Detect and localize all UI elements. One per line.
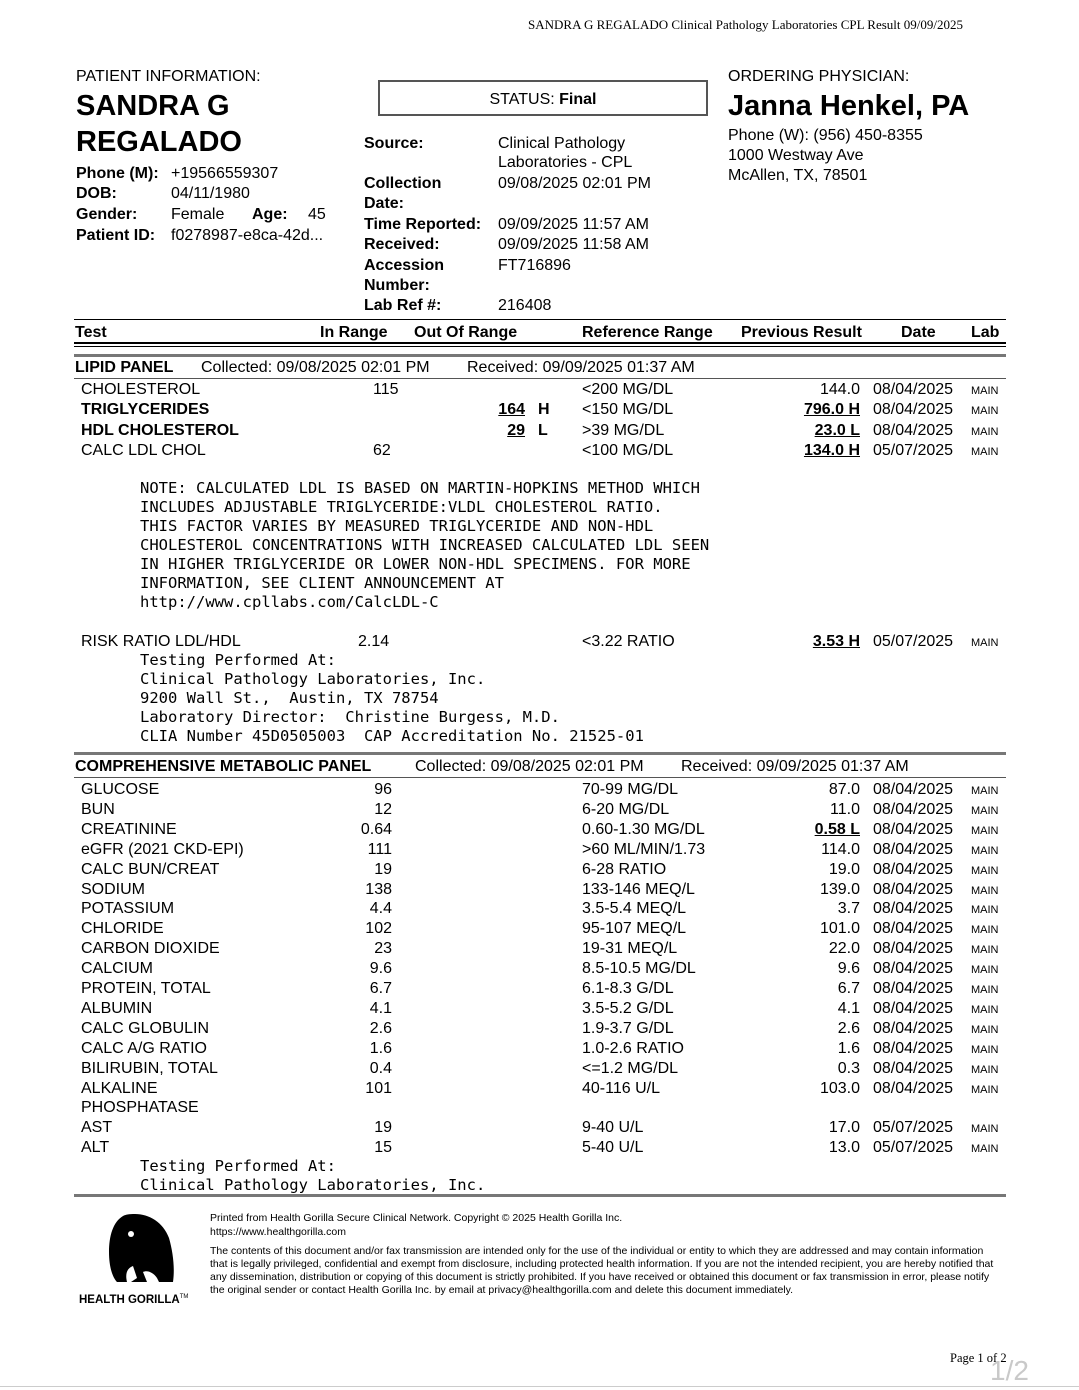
lipid-previous: 796.0 H bbox=[803, 401, 860, 419]
cmp-date: 08/04/2025 bbox=[873, 960, 954, 978]
cmp-date: 05/07/2025 bbox=[873, 1139, 954, 1157]
cmp-test-name: CREATININE bbox=[81, 820, 177, 838]
physician-phone: Phone (W): (956) 450-8355 bbox=[728, 127, 923, 144]
physician-name: Janna Henkel, PA bbox=[728, 90, 970, 122]
cmp-lab: MAIN bbox=[971, 785, 999, 797]
cmp-performed-at: Testing Performed At: Clinical Pathology Laboratories, Inc. bbox=[140, 1157, 486, 1194]
cmp-title: COMPREHENSIVE METABOLIC PANEL bbox=[75, 758, 372, 775]
lipid-test-name: HDL CHOLESTEROL bbox=[81, 421, 239, 439]
cmp-date: 08/04/2025 bbox=[873, 1059, 954, 1077]
accession-label-1: Accession bbox=[364, 257, 445, 274]
header-top-rule bbox=[74, 319, 1006, 320]
lipid-in-range: 115 bbox=[373, 381, 399, 398]
cmp-in-range: 96 bbox=[374, 781, 392, 798]
cmp-test-name: CALC GLOBULIN bbox=[81, 1019, 210, 1037]
lipid-performed-at: Testing Performed At: Clinical Pathology Laboratories, Inc. 9200 Wall St., Austin, TX 78754 Laboratory Director: Christine Burgess, M.D. CLIA Number 45D0505003 CAP Accreditation No. 21525-01 bbox=[140, 651, 644, 745]
collection-date: 09/08/2025 02:01 PM bbox=[498, 175, 652, 192]
lipid-previous: 23.0 L bbox=[814, 421, 860, 439]
cmp-previous: 0.3 bbox=[837, 1059, 860, 1077]
lipid-received: Received: 09/09/2025 01:37 AM bbox=[467, 359, 695, 376]
lipid-lab: MAIN bbox=[971, 425, 999, 438]
cmp-previous: 22.0 bbox=[828, 940, 860, 958]
cmp-collected: Collected: 09/08/2025 02:01 PM bbox=[415, 758, 644, 775]
patient-section-label: PATIENT INFORMATION: bbox=[76, 68, 261, 85]
cmp-date: 08/04/2025 bbox=[873, 1079, 954, 1097]
collection-label-1: Collection bbox=[364, 175, 442, 192]
cmp-in-range: 0.4 bbox=[369, 1059, 392, 1077]
cmp-test-name: ALBUMIN bbox=[81, 999, 153, 1017]
cmp-lab: MAIN bbox=[971, 864, 999, 877]
cmp-received: Received: 09/09/2025 01:37 AM bbox=[681, 758, 909, 775]
lipid-lab: MAIN bbox=[971, 445, 999, 458]
cmp-date: 08/04/2025 bbox=[873, 860, 954, 878]
cmp-previous: 11.0 bbox=[830, 800, 860, 818]
status-value: Final bbox=[559, 91, 597, 108]
cmp-ref-range: 70-99 MG/DL bbox=[582, 781, 679, 798]
cmp-ref-range: 9-40 U/L bbox=[582, 1119, 644, 1137]
gorilla-icon bbox=[103, 1212, 175, 1284]
patient-age: 45 bbox=[308, 206, 326, 223]
accession-value: FT716896 bbox=[498, 257, 571, 274]
cmp-test-name: BILIRUBIN, TOTAL bbox=[81, 1059, 218, 1077]
cmp-lab: MAIN bbox=[971, 944, 999, 957]
lipid-ref-range: <100 MG/DL bbox=[582, 441, 674, 459]
cmp-date: 08/04/2025 bbox=[873, 940, 954, 958]
cmp-ref-range: 40-116 U/L bbox=[582, 1079, 660, 1097]
col-reference: Reference Range bbox=[582, 324, 713, 341]
cmp-ref-range: 6-28 RATIO bbox=[582, 860, 667, 878]
col-previous: Previous Result bbox=[741, 324, 862, 341]
cmp-in-range: 1.6 bbox=[369, 1039, 392, 1057]
page-header: SANDRA G REGALADO Clinical Pathology Laboratories CPL Result 09/09/2025 bbox=[528, 17, 963, 32]
cmp-test-name: SODIUM bbox=[81, 880, 145, 898]
cmp-in-range: 4.4 bbox=[369, 900, 392, 918]
footer-disclaimer: The contents of this document and/or fax transmission are intended only for the use of the individual or entity to which they are addressed and may contain information that is legally privileged, confidential and exempt from disclosure, including protected health information. If you are not the intended recipient, you are hereby notified that any dissemination, distribution or copying of this document is strictly prohibited. If you have received or obtained this document or fax transmission in error, please notify the original sender or contact Health Gorilla Inc. by email at privacy@healthgorilla.com and delete this document immediately. bbox=[210, 1245, 994, 1296]
cmp-previous: 101.0 bbox=[819, 920, 860, 938]
header-bottom-rule bbox=[74, 342, 1006, 344]
received-value: 09/09/2025 11:58 AM bbox=[498, 236, 649, 253]
cmp-previous: 2.6 bbox=[837, 1019, 860, 1037]
cmp-test-name: CHLORIDE bbox=[81, 920, 164, 938]
cmp-lab: MAIN bbox=[971, 1023, 999, 1036]
cmp-previous: 3.7 bbox=[837, 900, 860, 918]
cmp-lab: MAIN bbox=[971, 1143, 999, 1156]
physician-section-label: ORDERING PHYSICIAN: bbox=[728, 68, 910, 85]
cmp-test-name: POTASSIUM bbox=[81, 900, 175, 918]
risk-prev: 3.53 H bbox=[812, 633, 860, 650]
risk-test: RISK RATIO LDL/HDL bbox=[81, 633, 241, 650]
lipid-date: 08/04/2025 bbox=[873, 381, 954, 398]
cmp-previous: 103.0 bbox=[819, 1079, 860, 1097]
cmp-in-range: 0.64 bbox=[360, 820, 392, 838]
source-line1: Clinical Pathology bbox=[498, 135, 626, 152]
page-counter: 1/2 bbox=[990, 1355, 1029, 1386]
header-bottom-rule-2 bbox=[74, 346, 1006, 347]
cmp-previous: 87.0 bbox=[828, 781, 860, 798]
cmp-in-range: 19 bbox=[374, 1119, 392, 1137]
cmp-test-name: ALT bbox=[81, 1139, 110, 1157]
dob-label: DOB: bbox=[76, 185, 117, 202]
footer-line1: Printed from Health Gorilla Secure Clinical Network. Copyright © 2025 Health Gorilla Inc. bbox=[210, 1212, 623, 1224]
patient-id: f0278987-e8ca-42d... bbox=[171, 227, 324, 244]
labref-label: Lab Ref #: bbox=[364, 297, 442, 314]
lipid-date: 08/04/2025 bbox=[873, 401, 954, 419]
cmp-ref-range: 133-146 MEQ/L bbox=[582, 880, 695, 898]
lipid-out-of-range: 164 bbox=[498, 401, 525, 419]
cmp-in-range: 2.6 bbox=[369, 1019, 392, 1037]
cmp-in-range: 9.6 bbox=[369, 960, 392, 978]
lipid-collected: Collected: 09/08/2025 02:01 PM bbox=[201, 359, 430, 376]
cmp-in-range: 111 bbox=[367, 840, 392, 858]
logo-text: HEALTH GORILLA bbox=[79, 1294, 180, 1306]
col-test: Test bbox=[75, 324, 107, 341]
cmp-previous: 9.6 bbox=[837, 960, 860, 978]
cmp-lab: MAIN bbox=[971, 904, 999, 917]
cmp-in-range: 23 bbox=[374, 940, 392, 958]
patient-name-line1: SANDRA G bbox=[76, 90, 230, 122]
cmp-lab: MAIN bbox=[971, 884, 999, 897]
page-edge-rule bbox=[0, 1386, 1079, 1387]
received-label: Received: bbox=[364, 236, 440, 253]
ldl-note: NOTE: CALCULATED LDL IS BASED ON MARTIN-HOPKINS METHOD WHICH INCLUDES ADJUSTABLE TRIGLYCERIDE:VLDL CHOLESTEROL RATIO. THIS FACTOR VARIES BY MEASURED TRIGLYCERIDE AND NON-HDL CHOLESTEROL CONCENTRATIONS WITH INCREASED CALCULATED LDL SEEN IN HIGHER TRIGLYCERIDE OR LOWER NON-HDL SPECIMENS. FOR MORE INFORMATION, SEE CLIENT ANNOUNCEMENT AT http://www.cpllabs.com/CalcLDL-C bbox=[140, 479, 710, 611]
collection-label-2: Date: bbox=[364, 195, 405, 212]
patient-gender: Female bbox=[171, 206, 225, 223]
cmp-previous: 1.6 bbox=[837, 1039, 860, 1057]
cmp-top-bar bbox=[74, 752, 1006, 755]
lipid-ref-range: <150 MG/DL bbox=[582, 401, 674, 419]
lipid-ref-range: <200 MG/DL bbox=[582, 381, 674, 398]
lipid-ref-range: >39 MG/DL bbox=[582, 421, 665, 439]
lipid-out-of-range: 29 bbox=[507, 421, 525, 439]
labref-value: 216408 bbox=[498, 297, 552, 314]
cmp-test-name: PROTEIN, TOTAL bbox=[81, 980, 211, 997]
reported-value: 09/09/2025 11:57 AM bbox=[498, 216, 649, 233]
cmp-lab: MAIN bbox=[971, 1123, 999, 1136]
lipid-date: 08/04/2025 bbox=[873, 421, 954, 439]
cmp-lab: MAIN bbox=[971, 984, 999, 996]
cmp-test-name: BUN bbox=[81, 800, 115, 818]
cmp-lab: MAIN bbox=[971, 824, 999, 837]
cmp-lab: MAIN bbox=[971, 804, 999, 817]
cmp-ref-range: 95-107 MEQ/L bbox=[582, 920, 687, 938]
cmp-bottom-bar bbox=[74, 1194, 1006, 1197]
cmp-previous: 6.7 bbox=[837, 980, 860, 997]
lipid-lab: MAIN bbox=[971, 385, 999, 397]
cmp-ref-range: 1.0-2.6 RATIO bbox=[582, 1039, 684, 1057]
source-line2: Laboratories - CPL bbox=[498, 154, 633, 171]
risk-date: 05/07/2025 bbox=[873, 633, 954, 650]
cmp-date: 08/04/2025 bbox=[873, 820, 954, 838]
cmp-test-name: CALC A/G RATIO bbox=[81, 1039, 207, 1057]
col-lab: Lab bbox=[971, 324, 1000, 341]
cmp-lab: MAIN bbox=[971, 844, 999, 857]
lipid-flag: H bbox=[538, 401, 550, 419]
cmp-lab: MAIN bbox=[971, 1063, 999, 1076]
page-number: Page 1 of 2 bbox=[950, 1351, 1007, 1365]
risk-lab: MAIN bbox=[971, 637, 999, 649]
physician-address1: 1000 Westway Ave bbox=[728, 147, 864, 164]
status-line bbox=[378, 91, 708, 109]
cmp-test-name: CALC BUN/CREAT bbox=[81, 860, 220, 878]
cmp-ref-range: <=1.2 MG/DL bbox=[582, 1059, 679, 1077]
lipid-date: 05/07/2025 bbox=[873, 441, 954, 459]
cmp-ref-range: 19-31 MEQ/L bbox=[582, 940, 678, 958]
patient-id-label: Patient ID: bbox=[76, 227, 156, 244]
lipid-previous: 144.0 bbox=[819, 381, 860, 398]
cmp-ref-range: 6.1-8.3 G/DL bbox=[582, 980, 674, 997]
cmp-in-range: 101 bbox=[365, 1079, 392, 1097]
cmp-previous: 114.0 bbox=[821, 840, 860, 858]
cmp-in-range: 138 bbox=[365, 880, 392, 898]
cmp-in-range: 19 bbox=[374, 860, 392, 878]
age-label: Age: bbox=[252, 206, 288, 223]
cmp-test-name: PHOSPHATASE bbox=[81, 1099, 199, 1117]
cmp-lab: MAIN bbox=[971, 924, 999, 937]
patient-name-line2: REGALADO bbox=[76, 126, 242, 158]
cmp-date: 08/04/2025 bbox=[873, 1039, 954, 1057]
cmp-ref-range: 0.60-1.30 MG/DL bbox=[582, 820, 705, 838]
cmp-ref-range: 3.5-5.2 G/DL bbox=[582, 999, 674, 1017]
cmp-previous: 17.0 bbox=[828, 1119, 860, 1137]
cmp-previous: 0.58 L bbox=[814, 820, 860, 838]
accession-label-2: Number: bbox=[364, 277, 430, 294]
lipid-lab: MAIN bbox=[971, 405, 999, 418]
cmp-lab: MAIN bbox=[971, 1043, 999, 1056]
cmp-in-range: 102 bbox=[365, 920, 392, 938]
lipid-test-name: CHOLESTEROL bbox=[81, 381, 201, 398]
health-gorilla-logo bbox=[103, 1212, 175, 1289]
cmp-date: 05/07/2025 bbox=[873, 1119, 954, 1137]
col-date: Date bbox=[901, 324, 936, 341]
cmp-test-name: ALKALINE bbox=[81, 1079, 158, 1097]
cmp-in-range: 12 bbox=[374, 800, 392, 818]
cmp-test-name: CARBON DIOXIDE bbox=[81, 940, 220, 958]
logo-text-line bbox=[79, 1294, 188, 1306]
cmp-test-name: AST bbox=[81, 1119, 113, 1137]
logo-tm: TM bbox=[179, 1294, 189, 1301]
risk-ref: <3.22 RATIO bbox=[582, 633, 675, 650]
cmp-in-range: 15 bbox=[374, 1139, 392, 1157]
cmp-ref-range: 5-40 U/L bbox=[582, 1139, 644, 1157]
cmp-date: 08/04/2025 bbox=[873, 800, 954, 818]
cmp-previous: 19.0 bbox=[828, 860, 860, 878]
cmp-date: 08/04/2025 bbox=[873, 920, 954, 938]
risk-in: 2.14 bbox=[358, 633, 390, 650]
lipid-previous: 134.0 H bbox=[803, 441, 860, 459]
cmp-test-name: CALCIUM bbox=[81, 960, 154, 978]
cmp-title-rule bbox=[74, 777, 1006, 778]
footer-line2: https://www.healthgorilla.com bbox=[210, 1226, 346, 1238]
lipid-in-range: 62 bbox=[373, 441, 391, 459]
lipid-title-rule bbox=[74, 378, 1006, 379]
cmp-ref-range: 8.5-10.5 MG/DL bbox=[582, 960, 696, 978]
status-label: STATUS: bbox=[489, 91, 555, 108]
cmp-date: 08/04/2025 bbox=[873, 999, 954, 1017]
lipid-title: LIPID PANEL bbox=[75, 359, 174, 376]
cmp-date: 08/04/2025 bbox=[873, 980, 954, 997]
cmp-lab: MAIN bbox=[971, 1083, 999, 1096]
cmp-date: 08/04/2025 bbox=[873, 880, 954, 898]
physician-address2: McAllen, TX, 78501 bbox=[728, 167, 868, 184]
lipid-top-bar bbox=[74, 354, 1006, 357]
cmp-previous: 139.0 bbox=[819, 880, 860, 898]
gender-label: Gender: bbox=[76, 206, 138, 223]
cmp-in-range: 4.1 bbox=[369, 999, 392, 1017]
col-out-of-range: Out Of Range bbox=[414, 324, 518, 341]
cmp-test-name: GLUCOSE bbox=[81, 781, 160, 798]
phone-label: Phone (M): bbox=[76, 165, 159, 182]
patient-phone: +19566559307 bbox=[171, 165, 279, 182]
lipid-flag: L bbox=[538, 421, 548, 439]
source-label: Source: bbox=[364, 135, 424, 152]
cmp-ref-range: 6-20 MG/DL bbox=[582, 800, 670, 818]
cmp-ref-range: 3.5-5.4 MEQ/L bbox=[582, 900, 687, 918]
cmp-previous: 13.0 bbox=[828, 1139, 860, 1157]
cmp-in-range: 6.7 bbox=[369, 980, 392, 997]
cmp-lab: MAIN bbox=[971, 1003, 999, 1016]
cmp-ref-range: >60 ML/MIN/1.73 bbox=[582, 840, 706, 858]
cmp-test-name: eGFR (2021 CKD-EPI) bbox=[81, 840, 244, 858]
lipid-test-name: TRIGLYCERIDES bbox=[81, 401, 210, 419]
cmp-lab: MAIN bbox=[971, 964, 999, 977]
reported-label: Time Reported: bbox=[364, 216, 482, 233]
cmp-date: 08/04/2025 bbox=[873, 781, 954, 798]
cmp-date: 08/04/2025 bbox=[873, 840, 954, 858]
col-in-range: In Range bbox=[320, 324, 388, 341]
cmp-ref-range: 1.9-3.7 G/DL bbox=[582, 1019, 674, 1037]
cmp-previous: 4.1 bbox=[837, 999, 860, 1017]
lipid-test-name: CALC LDL CHOL bbox=[81, 441, 206, 459]
patient-dob: 04/11/1980 bbox=[171, 185, 250, 202]
cmp-date: 08/04/2025 bbox=[873, 900, 954, 918]
cmp-date: 08/04/2025 bbox=[873, 1019, 954, 1037]
